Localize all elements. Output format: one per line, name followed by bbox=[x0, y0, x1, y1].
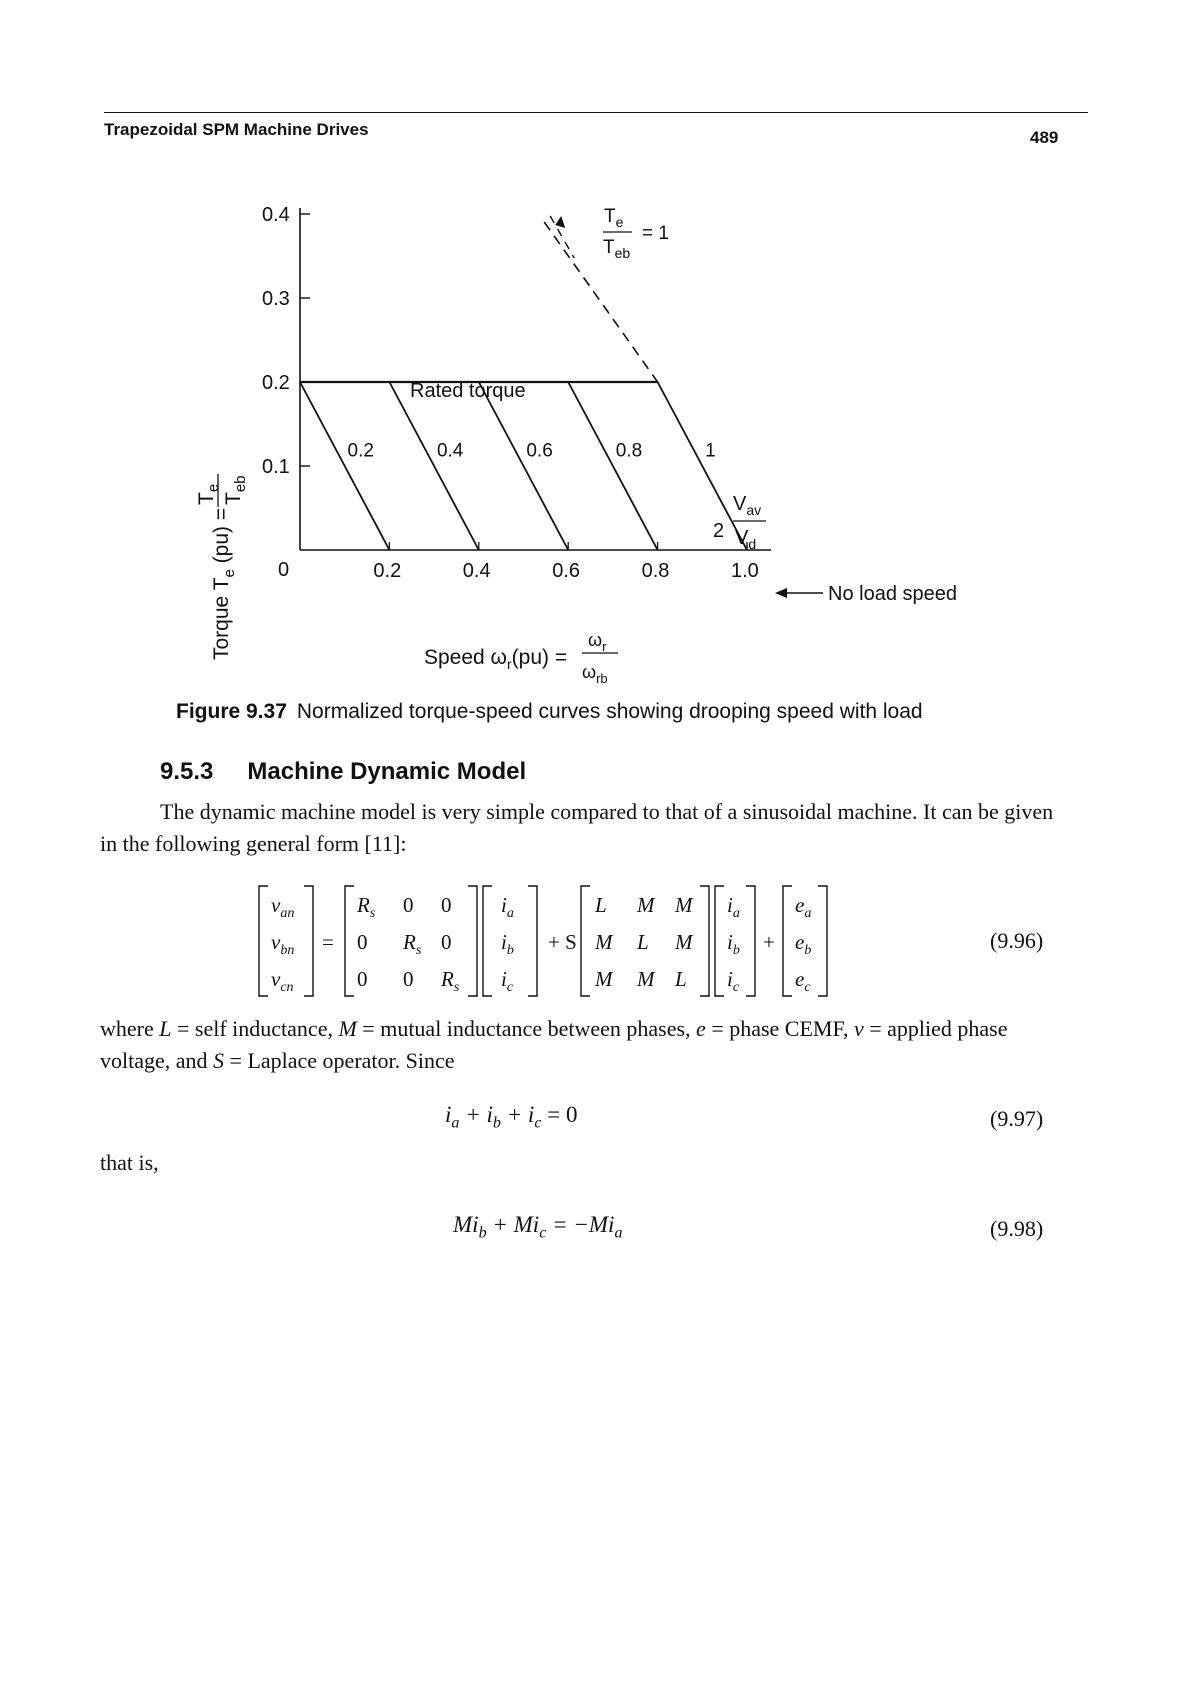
current-vector-cell: $i_a$ bbox=[501, 893, 514, 921]
bracket-left bbox=[783, 886, 792, 996]
equation-number-9-98: (9.98) bbox=[990, 1216, 1044, 1241]
resistance-matrix-cell: $R_s$ bbox=[441, 967, 460, 995]
bracket-right bbox=[700, 886, 709, 996]
equation-9-97: $i_a + i_b + i_c = 0$ bbox=[445, 1102, 578, 1132]
limit-dashed-line bbox=[544, 222, 657, 382]
svg-text:Vd: $V_d$ bbox=[735, 527, 757, 552]
limit-line-label bbox=[603, 206, 669, 261]
svg-text:Vav: $V_{av}$ bbox=[733, 493, 762, 518]
bracket-left bbox=[581, 886, 590, 996]
series-label: 0.8 bbox=[615, 440, 643, 462]
paragraph-definitions: where L = self inductance, M = mutual inductance between phases, e = phase CEMF, v = applied phase voltage, and S = Laplace operator. Since bbox=[100, 1016, 1008, 1073]
svg-text:Te: $T_e$ bbox=[604, 206, 624, 230]
inductance-matrix-cell: M bbox=[595, 930, 613, 954]
current-vector-cell: $i_c$ bbox=[501, 967, 514, 995]
current-vector-cell: $i_c$ bbox=[727, 967, 740, 995]
series-line bbox=[389, 382, 478, 550]
x-tick-label: 1.0 bbox=[731, 560, 759, 582]
resistance-matrix-cell: 0 bbox=[357, 967, 368, 991]
section-title: Machine Dynamic Model bbox=[247, 758, 527, 785]
svg-text:ωrb: $\omega_{rb}$ bbox=[582, 662, 608, 686]
voltage-vector-cell: $v_{an}$ bbox=[271, 893, 295, 921]
series-line bbox=[300, 382, 389, 550]
inductance-matrix-cell: M bbox=[675, 930, 693, 954]
bracket-right bbox=[468, 886, 477, 996]
limit-arrowhead bbox=[555, 216, 565, 228]
x-tick-label: 0.2 bbox=[373, 560, 402, 582]
x-tick-label: 0.6 bbox=[552, 560, 581, 582]
paragraph-intro: The dynamic machine model is very simple compared to that of a sinusoidal machine. It can be given in the following general form [11]: bbox=[100, 799, 1054, 856]
current-vector-cell: $i_a$ bbox=[727, 893, 740, 921]
x-axis-label bbox=[424, 630, 618, 686]
caption-text: Normalized torque-speed curves showing drooping speed with load bbox=[296, 700, 923, 723]
cemf-vector-cell: $e_c$ bbox=[795, 967, 811, 995]
resistance-matrix-cell: $R_s$ bbox=[357, 893, 376, 921]
inductance-matrix-cell: M bbox=[637, 893, 655, 917]
svg-text:Teb: $T_{eb}$ bbox=[603, 237, 631, 261]
equals-sign: = bbox=[322, 930, 334, 954]
current-vector-cell: $i_b$ bbox=[501, 930, 514, 958]
x-tick-label: 0.8 bbox=[641, 560, 670, 582]
svg-text:Speed ωr(pu) =: Speed $\omega_r(pu)$ = bbox=[424, 646, 568, 672]
torque-speed-figure bbox=[0, 190, 1190, 690]
plus-s-operator: + S bbox=[548, 930, 577, 954]
cemf-vector-cell: $e_b$ bbox=[795, 930, 812, 958]
resistance-matrix-cell: 0 bbox=[357, 930, 368, 954]
resistance-matrix-cell: 0 bbox=[441, 893, 452, 917]
bracket-left bbox=[483, 886, 492, 996]
bracket-left bbox=[259, 886, 268, 996]
current-vector-cell: $i_b$ bbox=[727, 930, 740, 958]
section-heading bbox=[160, 758, 526, 786]
inductance-matrix-cell: M bbox=[675, 893, 693, 917]
x-tick-label: 0.4 bbox=[462, 560, 491, 582]
voltage-vector-cell: $v_{bn}$ bbox=[271, 930, 295, 958]
series-line bbox=[658, 382, 747, 550]
y-frac-den: $T_{eb}$ bbox=[222, 475, 249, 505]
series-label: 0.4 bbox=[436, 440, 464, 462]
equation-9-98: $Mi_b + Mi_c = -Mi_a$ bbox=[453, 1212, 623, 1242]
caption-label: Figure 9.37 bbox=[176, 700, 287, 723]
y-tick-label: 0.1 bbox=[262, 456, 290, 478]
y-tick-label: 0 bbox=[278, 559, 290, 581]
matrix-cells bbox=[271, 893, 811, 995]
plus-sign: + bbox=[763, 930, 775, 954]
header-rule bbox=[104, 112, 1088, 113]
svg-text:2: 2 bbox=[713, 520, 725, 542]
inductance-matrix-cell: M bbox=[595, 967, 613, 991]
inductance-matrix-cell: L bbox=[595, 893, 607, 917]
voltage-vector-cell: $v_{cn}$ bbox=[271, 967, 294, 995]
bracket-right bbox=[304, 886, 313, 996]
y-tick-label: 0.3 bbox=[262, 288, 290, 310]
cemf-vector-cell: $e_a$ bbox=[795, 893, 812, 921]
no-load-speed-label: No load speed bbox=[828, 583, 957, 605]
bracket-left bbox=[715, 886, 724, 996]
svg-text:Torque Te (pu) =: Torque $T_e$ (pu) = bbox=[210, 507, 238, 660]
resistance-matrix-cell: 0 bbox=[403, 967, 414, 991]
no-load-pointer bbox=[775, 588, 823, 598]
series-label: 1 bbox=[705, 440, 716, 462]
series-label: 0.6 bbox=[526, 440, 553, 462]
y-axis-label bbox=[195, 474, 249, 660]
bracket-right bbox=[746, 886, 755, 996]
section-number: 9.5.3 bbox=[160, 758, 214, 785]
series-line bbox=[568, 382, 657, 550]
inductance-matrix-cell: L bbox=[675, 967, 687, 991]
inductance-matrix-cell: M bbox=[637, 967, 655, 991]
rated-torque-label: Rated torque bbox=[410, 380, 526, 402]
inductance-matrix-cell: L bbox=[637, 930, 649, 954]
plot-axes bbox=[300, 208, 771, 550]
resistance-matrix-cell: $R_s$ bbox=[403, 930, 422, 958]
bracket-right bbox=[528, 886, 537, 996]
series-line bbox=[479, 382, 568, 550]
y-tick-label: 0.4 bbox=[262, 204, 290, 226]
matrix-brackets bbox=[259, 886, 827, 996]
bracket-right bbox=[818, 886, 827, 996]
svg-text:ωr: $\omega_r$ bbox=[588, 630, 607, 654]
that-is-text: that is, bbox=[100, 1150, 159, 1175]
running-head: Trapezoidal SPM Machine Drives bbox=[104, 120, 369, 139]
svg-text:= 1: = 1 bbox=[642, 223, 669, 244]
equation-9-96 bbox=[255, 878, 855, 1008]
page-number: 489 bbox=[1030, 128, 1059, 147]
equation-number-9-96: (9.96) bbox=[990, 928, 1044, 953]
y-tick-label: 0.2 bbox=[262, 372, 290, 394]
chart-labels bbox=[348, 441, 716, 462]
figure-caption bbox=[176, 700, 923, 724]
equation-number-9-97: (9.97) bbox=[990, 1106, 1044, 1131]
bracket-left bbox=[345, 886, 354, 996]
resistance-matrix-cell: 0 bbox=[441, 930, 452, 954]
series-label: 0.2 bbox=[347, 440, 374, 462]
resistance-matrix-cell: 0 bbox=[403, 893, 414, 917]
y-frac-num: $T_e$ bbox=[195, 483, 222, 505]
